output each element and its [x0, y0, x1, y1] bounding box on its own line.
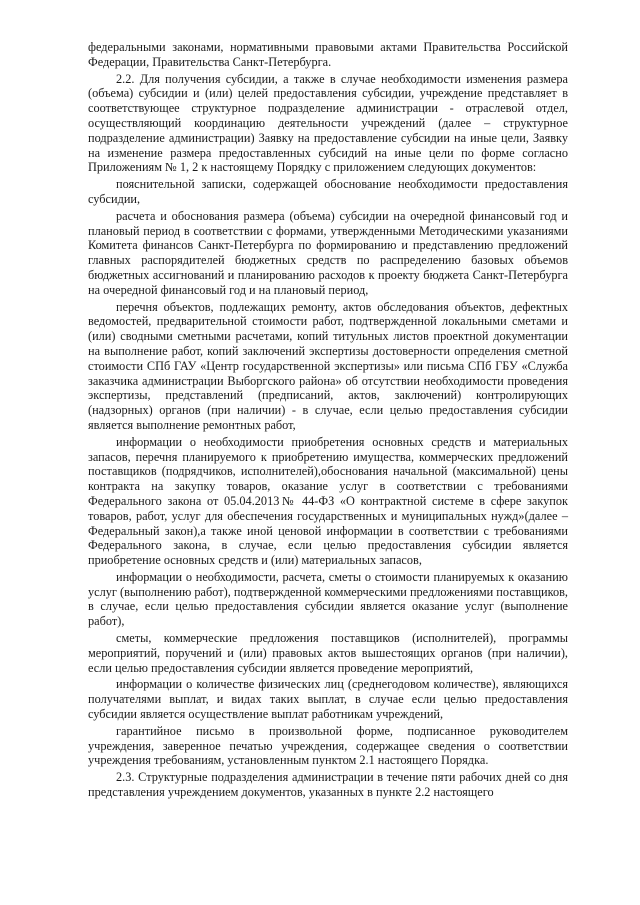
paragraph-continuation: федеральными законами, нормативными правовыми актами Правительства Российской Федерации, Правительства Санкт-Петербурга. [88, 40, 568, 69]
list-item-events: сметы, коммерческие предложения поставщиков (исполнителей), программы мероприятий, поручений и (или) правовых актов вышестоящих органов (при наличии), если целью предоставления субсидии является проведение мероприятий, [88, 631, 568, 675]
paragraph-2-3: 2.3. Структурные подразделения администрации в течение пяти рабочих дней со дня представления учреждением документов, указанных в пункте 2.2 настоящего [88, 770, 568, 800]
paragraph-2-2: 2.2. Для получения субсидии, а также в случае необходимости изменения размера (объема) субсидии и (или) целей предоставления субсидии, учреждение представляет в соответствующее структурное подразделение администрации - отраслевой отдел, осуществляющий координацию деятельности учреждений (далее – структурное подразделение администрации) Заявку на предоставление субсидии на иные цели, Заявку на изменение размера предоставленных субсидий на иные цели по форме согласно Приложениям № 1, 2 к настоящему Порядку с приложением следующих документов: [88, 71, 568, 175]
document-page [88, 40, 568, 802]
list-item-repair-objects: перечня объектов, подлежащих ремонту, актов обследования объектов, дефектных ведомостей, предварительной стоимости работ, подтвержденной локальными сметами и (или) сводными сметными расчетами, копий титульных листов проектной документации на выполнение работ, копий заключений экспертизы достоверности определения сметной стоимости СПб ГАУ «Центр государственной экспертизы» или письма СПб ГБУ «Служба заказчика администрации Выборгского района» об отсутствии необходимости проведения экспертизы, представлений (предписаний, актов, заключений) контролирующих (надзорных) органов (при наличии) - в случае, если целью предоставления субсидии является выполнение ремонтных работ, [88, 299, 568, 432]
list-item-payments: информации о количестве физических лиц (среднегодовом количестве), являющихся получателями выплат, и видах таких выплат, в случае если целью предоставления субсидии является осуществление выплат работникам учреждений, [88, 677, 568, 722]
list-item-guarantee-letter: гарантийное письмо в произвольной форме, подписанное руководителем учреждения, заверенное печатью учреждения, содержащее сведения о соответствии учреждения требованиям, установленным пунктом 2.1 настоящего Порядка. [88, 723, 568, 768]
list-item-fixed-assets: информации о необходимости приобретения основных средств и материальных запасов, перечня планируемого к приобретению имущества, коммерческих предложений поставщиков (подрядчиков, исполнителей),обоснования начальной (максимальной) цены контракта на закупку товаров, оказание услуг в соответствии с требованиями Федерального закона от 05.04.2013№ 44-ФЗ «О контрактной системе в сфере закупок товаров, работ, услуг для обеспечения государственных и муниципальных нужд»(далее – Федеральный закон),а также иной ценовой информации в соответствии с требованиями Федерального закона, в случае, если целью предоставления субсидии является приобретение основных средств и (или) материальных запасов, [88, 434, 568, 568]
list-item-services: информации о необходимости, расчета, сметы о стоимости планируемых к оказанию услуг (выполнению работ), подтвержденной коммерческими предложениями поставщиков, в случае, если целью предоставления субсидии является оказание услуг (выполнение работ), [88, 569, 568, 629]
list-item-explanatory-note: пояснительной записки, содержащей обоснование необходимости предоставления субсидии, [88, 177, 568, 206]
list-item-calculation: расчета и обоснования размера (объема) субсидии на очередной финансовый год и плановый период в соответствии с формами, утвержденными Методическими указаниями Комитета финансов Санкт-Петербурга по формированию и представлению предложений главных распорядителей бюджетных средств по распределению базовых объемов бюджетных ассигнований и планированию расходов к проекту бюджета Санкт-Петербурга на очередной финансовый год и на плановый период, [88, 208, 568, 297]
